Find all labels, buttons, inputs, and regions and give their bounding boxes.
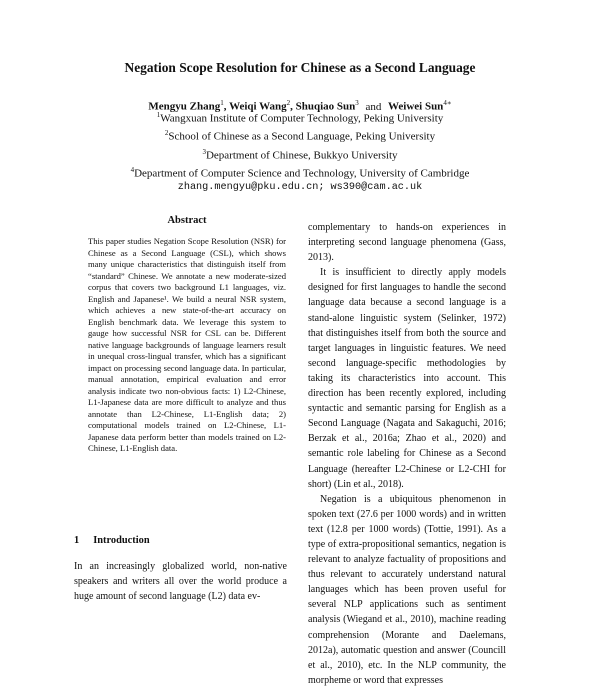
author-list: Mengyu Zhang$^1$, Weiqi Wang$^2$, Shuqiao Sun$^3$ and Weiwei Sun$^{4∗}$ [148,99,452,113]
paper-title: Negation Scope Resolution for Chinese as a Second Language [124,60,476,75]
abstract-text: This paper studies Negation Scope Resolution (NSR) for Chinese as a Second Language (CSL), which shows many unique characteristics that distinguish itself from “standard” Chinese. We annotate a new moderate-sized corpus that covers two background L1 languages, viz. English and Japanese¹. We build a neural NSR system, which achieves a new state-of-the-art accuracy on English benchmark data. We leverage this system to gauge how successful NSR for CSL can be. Different native language backgrounds of language learners result in unequal cross-lingual transfer, which has a significant impact on processing second language data. In particular, manual annotation, empirical evaluation and error analysis indicate two non-obvious facts: 1) L2-Chinese, L1-Japanese data are more difficult to analyze and thus annotate than L2-Chinese, L1-English data; 2) computational models trained on L2-Chinese, L1-Japanese data perform better than models trained on L2-Chinese, L1-English data. [88,236,286,453]
affiliation [0,108,600,126]
affiliation-text: Department of Chinese, Bukkyo University [205,149,398,162]
right-column [308,220,506,688]
affiliation [0,126,600,144]
section-title: Introduction [93,535,150,546]
author-sup: 4∗ [443,99,452,107]
author-and: and [365,100,382,113]
author-sup: 3 [355,99,359,107]
affiliation [0,163,600,181]
section-number: 1 [74,535,80,546]
affiliation-sup: 2 [164,129,169,138]
affiliation-list [0,108,600,196]
body-paragraph: complementary to hands-on experiences in interpreting second language phenomena (Gass, 2013). [308,222,506,264]
abstract-heading: Abstract [167,215,207,226]
author-emails: zhang.mengyu@pku.edu.cn; ws390@cam.ac.uk [177,182,423,193]
affiliation [0,145,600,163]
section-heading-introduction [74,535,150,546]
author-sup: 2 [286,99,291,107]
affiliation-sup: 4 [130,165,135,174]
affiliation-text: School of Chinese as a Second Language, Peking University [168,130,436,143]
author-name: Weiwei Sun [387,100,444,113]
affiliation-text: Department of Computer Science and Technology, University of Cambridge [134,167,470,180]
author-name: Mengyu Zhang [148,100,221,113]
body-paragraph: It is insufficient to directly apply models designed for first languages to handle the second language data because a second language is a stand-alone linguistic system (Selinker, 1972) that distinguishes itself from both the source and target languages in linguistic features. We need second language-specific methodologies by taking its characteristics into account. This direction has been recently explored, including syntactic and semantic parsing for English as a Second Language (Nagata and Sakaguchi, 2016; Berzak et al., 2016a; Zhao et al., 2020) and semantic role labeling for Chinese as a Second Language (hereafter L2-Chinese or L2-CHI for short) (Lin et al., 2018). [308,267,506,490]
author-sup: 1 [220,99,224,107]
author-name: Weiqi Wang [229,100,287,113]
affiliation-text: Wangxuan Institute of Computer Technology, Peking University [160,112,444,125]
author-name: Shuqiao Sun [295,100,356,113]
abstract-section [88,215,286,455]
body-paragraph: Negation is a ubiquitous phenomenon in spoken text (27.6 per 1000 words) and in written text (12.8 per 1000 words) (Tottie, 1991). As a type of extra-propositional semantics, negation is relevant to analyze factuality of propositions and thus relevant to accurately understand natural languages which has been proven useful for several NLP applications such as sentiment analysis (Wiegand et al., 2010), machine reading comprehension (Morante and Daelemans, 2012a), automatic question and answer (Councill et al., 2010), etc. In the NLP community, the morpheme or word that expresses [308,493,506,686]
affiliation-sup: 3 [202,147,206,156]
affiliation-sup: 1 [156,111,161,119]
intro-paragraph: In an increasingly globalized world, non-native speakers and writers all over the world produce a huge amount of second language (L2) data ev- [74,561,287,602]
